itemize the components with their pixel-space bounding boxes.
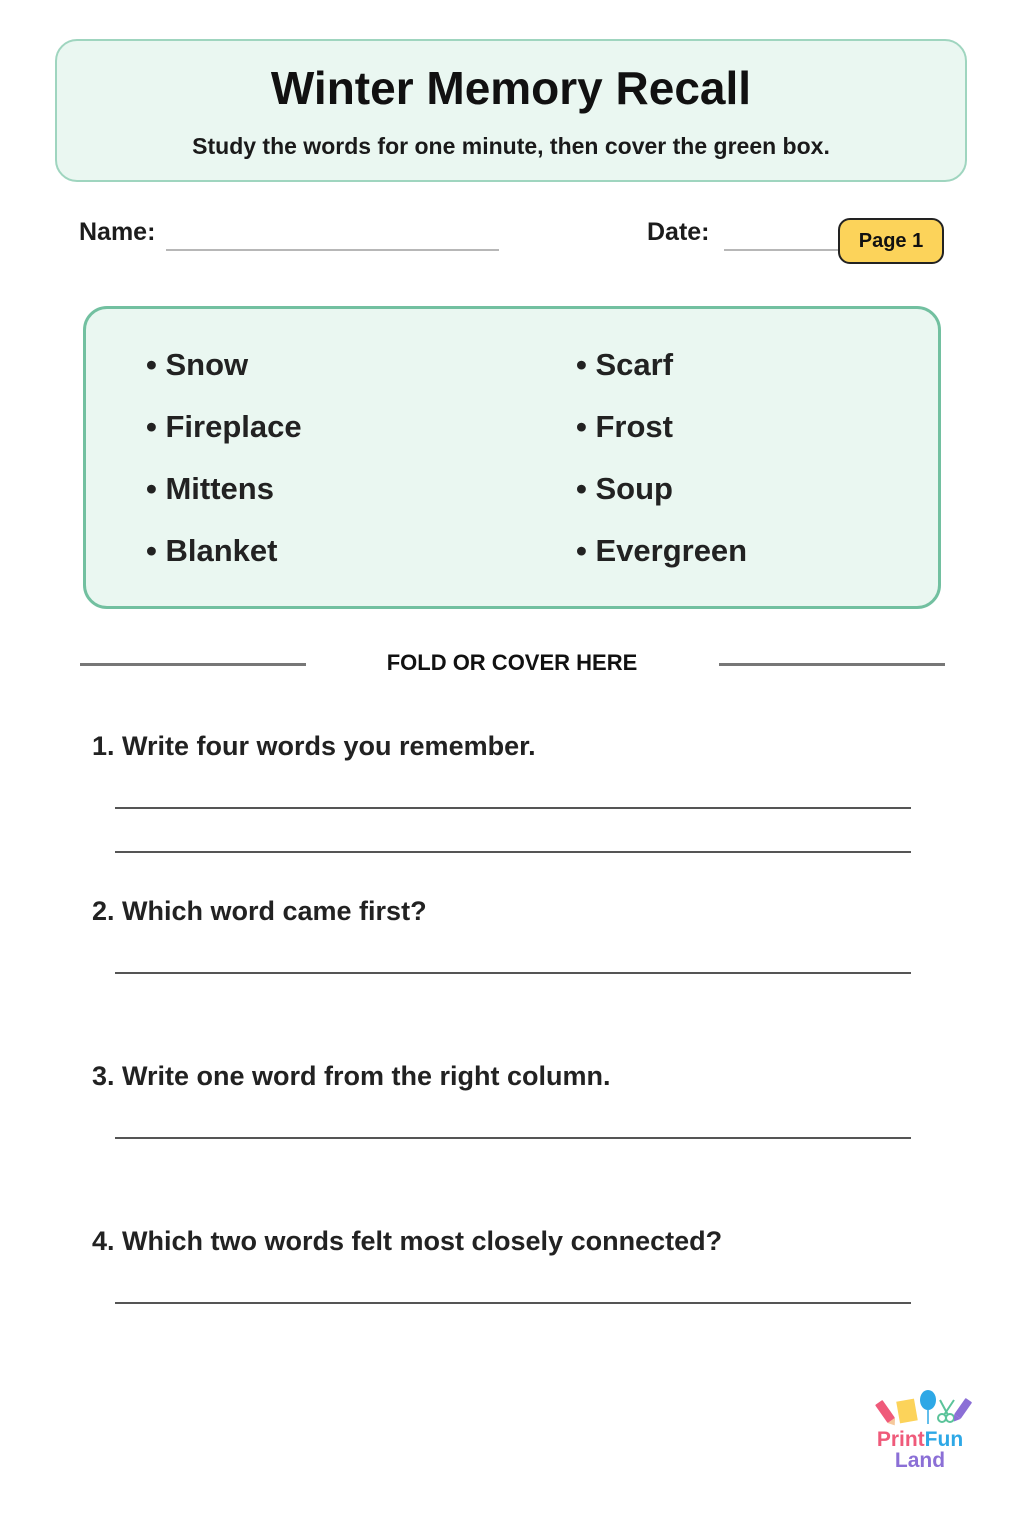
- word-item: • Evergreen: [576, 533, 748, 568]
- word-item: • Scarf: [576, 347, 674, 382]
- word-item: • Fireplace: [146, 409, 302, 444]
- word-item: • Soup: [576, 471, 673, 506]
- craft-supplies-icon: [868, 1388, 972, 1428]
- question-4: 4. Which two words felt most closely connected?: [92, 1226, 723, 1256]
- answer-line[interactable]: [115, 851, 911, 853]
- word-item: • Snow: [146, 347, 249, 382]
- word-item: • Blanket: [146, 533, 278, 568]
- fold-label: FOLD OR COVER HERE: [386, 650, 638, 675]
- page-badge: Page 1: [838, 218, 944, 264]
- name-line[interactable]: [166, 249, 499, 251]
- logo-text-land: Land: [894, 1449, 946, 1472]
- page-title: Winter Memory Recall: [270, 62, 752, 114]
- logo-text-print: Print: [876, 1428, 925, 1451]
- word-item: • Mittens: [146, 471, 274, 506]
- header-box: [55, 39, 967, 182]
- answer-line[interactable]: [115, 1302, 911, 1304]
- word-box: [83, 306, 941, 609]
- answer-line[interactable]: [115, 972, 911, 974]
- page-subtitle: Study the words for one minute, then cover the green box.: [192, 133, 830, 159]
- name-label: Name:: [79, 218, 156, 246]
- answer-line[interactable]: [115, 807, 911, 809]
- date-label: Date:: [647, 218, 710, 246]
- fold-divider-right: [719, 663, 945, 666]
- question-1: 1. Write four words you remember.: [92, 731, 536, 761]
- logo-text-fun: Fun: [924, 1428, 964, 1451]
- question-3: 3. Write one word from the right column.: [92, 1061, 611, 1091]
- word-item: • Frost: [576, 409, 673, 444]
- question-2: 2. Which word came first?: [92, 896, 427, 926]
- date-line[interactable]: [724, 249, 842, 251]
- printfunland-logo: [868, 1388, 972, 1472]
- answer-line[interactable]: [115, 1137, 911, 1139]
